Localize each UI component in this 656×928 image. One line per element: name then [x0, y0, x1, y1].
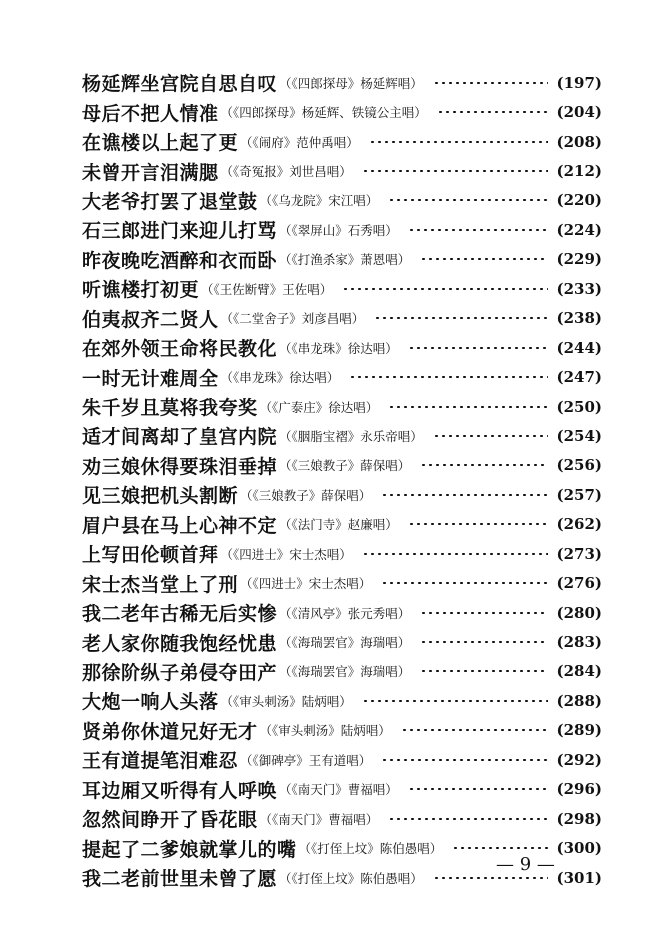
toc-entry: [82, 627, 602, 656]
entry-source: （《闹府》范仲禹唱）: [240, 134, 359, 150]
entry-title: 老人家你随我饱经忧患: [82, 632, 278, 655]
toc-entry: [82, 97, 602, 126]
page-number: — 9 —: [496, 854, 555, 875]
entry-source: （《南天门》曹福唱）: [279, 782, 398, 798]
entry-title: 见三娘把机头割断: [82, 485, 239, 508]
dot-leader: [408, 788, 549, 790]
toc-entry: [82, 568, 602, 597]
dot-leader: [408, 229, 549, 231]
toc-entry: [82, 480, 602, 509]
toc-entry: [82, 274, 602, 303]
entry-title: 未曾开言泪满腮: [82, 161, 219, 184]
dot-leader: [381, 582, 548, 584]
table-of-contents: [82, 68, 602, 892]
toc-entry: [82, 186, 602, 215]
dot-leader: [420, 670, 548, 672]
entry-title: 上写田伦顿首拜: [82, 544, 219, 567]
entry-title: 大老爷打罢了退堂鼓: [82, 190, 258, 213]
entry-title: 大炮一响人头落: [82, 691, 219, 714]
entry-source: （《四郎探母》杨延辉、铁镜公主唱）: [220, 105, 427, 121]
toc-entry: [82, 156, 602, 185]
entry-title: 那徐阶纵子弟侵夺田产: [82, 661, 278, 684]
entry-title: 昨夜晚吃酒醉和衣而卧: [82, 249, 278, 272]
dot-leader: [362, 170, 549, 172]
entry-title: 一时无计难周全: [82, 367, 219, 390]
entry-page-number: (238): [556, 309, 602, 328]
entry-page-number: (262): [556, 515, 602, 534]
entry-title: 劝三娘休得要珠泪垂掉: [82, 455, 278, 478]
dot-leader: [362, 700, 549, 702]
entry-source: （《打渔杀家》萧恩唱）: [279, 252, 411, 268]
entry-page-number: (276): [556, 574, 602, 593]
dot-leader: [420, 641, 548, 643]
dot-leader: [408, 523, 549, 525]
entry-source: （《四郎探母》杨延辉唱）: [279, 75, 423, 91]
entry-page-number: (208): [556, 132, 602, 151]
toc-entry: [82, 245, 602, 274]
entry-title: 在谯楼以上起了更: [82, 132, 239, 155]
entry-title: 母后不把人情准: [82, 102, 219, 125]
entry-title: 伯夷叔齐二贤人: [82, 308, 219, 331]
entry-title: 杨延辉坐宫院自思自叹: [82, 73, 278, 96]
entry-title: 我二老年古稀无后实惨: [82, 603, 278, 626]
entry-page-number: (292): [556, 750, 602, 769]
entry-page-number: (233): [556, 279, 602, 298]
entry-title: 在郊外领王命将民教化: [82, 338, 278, 361]
entry-source: （《打侄上坟》陈伯愚唱）: [298, 841, 443, 857]
dot-leader: [420, 464, 548, 466]
entry-page-number: (244): [556, 338, 602, 357]
entry-page-number: (289): [556, 721, 602, 740]
entry-source: （《打侄上坟》陈伯愚唱）: [279, 870, 423, 886]
toc-entry: [82, 215, 602, 244]
entry-source: （《乌龙院》宋江唱）: [259, 193, 379, 209]
entry-page-number: (298): [556, 809, 602, 828]
toc-entry: [82, 392, 602, 421]
entry-page-number: (212): [556, 162, 602, 181]
entry-title: 听谯楼打初更: [82, 279, 200, 302]
entry-page-number: (301): [556, 868, 602, 887]
entry-page-number: (229): [556, 250, 602, 269]
entry-title: 适才间离却了皇宫内院: [82, 426, 278, 449]
dot-leader: [388, 406, 548, 408]
entry-page-number: (197): [556, 73, 602, 92]
dot-leader: [433, 877, 549, 879]
entry-title: 提起了二爹娘就掌儿的嘴: [82, 838, 297, 861]
entry-source: （《广泰庄》徐达唱）: [259, 399, 379, 415]
toc-entry: [82, 421, 602, 450]
entry-source: （《四进士》宋士杰唱）: [240, 576, 372, 592]
entry-source: （《四进士》宋士杰唱）: [220, 546, 352, 562]
entry-source: （《三娘教子》薛保唱）: [240, 487, 372, 503]
entry-title: 朱千岁且莫将我夸奖: [82, 397, 258, 420]
dot-leader: [408, 347, 549, 349]
entry-title: 我二老前世里未曾了愿: [82, 868, 278, 891]
entry-source: （《串龙珠》徐达唱）: [220, 370, 340, 386]
toc-entry: [82, 68, 602, 97]
entry-title: 宋士杰当堂上了刑: [82, 573, 239, 596]
dot-leader: [420, 258, 548, 260]
toc-entry: [82, 804, 602, 833]
dot-leader: [388, 818, 548, 820]
dot-leader: [381, 494, 548, 496]
toc-entry: [82, 362, 602, 391]
entry-page-number: (288): [556, 691, 602, 710]
entry-page-number: (284): [556, 662, 602, 681]
entry-source: （《法门寺》赵廉唱）: [279, 517, 398, 533]
toc-entry: [82, 686, 602, 715]
toc-entry: [82, 657, 602, 686]
entry-page-number: (300): [556, 839, 602, 858]
entry-source: （《三娘教子》薛保唱）: [279, 458, 411, 474]
dot-leader: [420, 612, 548, 614]
entry-source: （《御碑亭》王有道唱）: [240, 752, 372, 768]
dot-leader: [374, 317, 548, 319]
entry-source: （《王佐断臂》王佐唱）: [201, 281, 333, 297]
dot-leader: [349, 376, 548, 378]
entry-source: （《串龙珠》徐达唱）: [279, 340, 398, 356]
entry-title: 石三郎进门来迎儿打骂: [82, 220, 278, 243]
dot-leader: [437, 111, 549, 113]
entry-source: （《海瑞罢官》海瑞唱）: [279, 635, 411, 651]
entry-page-number: (247): [556, 368, 602, 387]
dot-leader: [433, 82, 549, 84]
entry-page-number: (296): [556, 780, 602, 799]
toc-entry: [82, 333, 602, 362]
entry-title: 眉户县在马上心神不定: [82, 514, 278, 537]
dot-leader: [401, 729, 549, 731]
entry-title: 贤弟你休道兄好无才: [82, 720, 258, 743]
dot-leader: [362, 553, 549, 555]
entry-source: （《南天门》曹福唱）: [259, 811, 379, 827]
dot-leader: [388, 199, 548, 201]
entry-page-number: (220): [556, 191, 602, 210]
entry-source: （《二堂舍子》刘彦昌唱）: [220, 311, 365, 327]
entry-page-number: (204): [556, 103, 602, 122]
entry-source: （《胭脂宝褶》永乐帝唱）: [279, 428, 423, 444]
toc-entry: [82, 451, 602, 480]
toc-entry: [82, 510, 602, 539]
entry-source: （《奇冤报》刘世昌唱）: [220, 164, 352, 180]
toc-entry: [82, 304, 602, 333]
toc-entry: [82, 745, 602, 774]
entry-page-number: (250): [556, 397, 602, 416]
toc-entry: [82, 598, 602, 627]
entry-page-number: (224): [556, 220, 602, 239]
entry-page-number: (283): [556, 633, 602, 652]
dot-leader: [452, 847, 548, 849]
toc-entry: [82, 775, 602, 804]
entry-page-number: (280): [556, 603, 602, 622]
entry-title: 忽然间睁开了昏花眼: [82, 809, 258, 832]
entry-source: （《清风亭》张元秀唱）: [279, 605, 411, 621]
toc-entry: [82, 539, 602, 568]
entry-title: 王有道提笔泪难忍: [82, 750, 239, 773]
toc-entry: [82, 127, 602, 156]
entry-source: （《审头刺汤》陆炳唱）: [220, 693, 352, 709]
entry-source: （《审头刺汤》陆炳唱）: [259, 723, 391, 739]
dot-leader: [381, 759, 548, 761]
entry-page-number: (273): [556, 544, 602, 563]
toc-entry: [82, 716, 602, 745]
entry-source: （《海瑞罢官》海瑞唱）: [279, 664, 411, 680]
entry-title: 耳边厢又听得有人呼唤: [82, 779, 278, 802]
dot-leader: [342, 288, 548, 290]
dot-leader: [433, 435, 549, 437]
entry-source: （《翠屏山》石秀唱）: [279, 222, 398, 238]
entry-page-number: (256): [556, 456, 602, 475]
dot-leader: [369, 141, 549, 143]
entry-page-number: (257): [556, 485, 602, 504]
entry-page-number: (254): [556, 426, 602, 445]
